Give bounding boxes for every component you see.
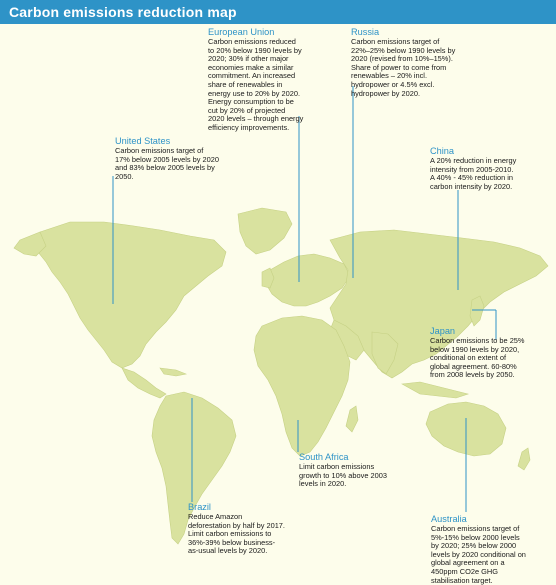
region-eu-line: 2020 levels – through energy: [208, 114, 304, 124]
region-china-line: intensity from 2005-2010.: [430, 164, 514, 174]
region-south-africa: [299, 452, 409, 489]
region-japan-line: global agreement. 60-80%: [430, 361, 517, 371]
region-brazil-line: deforestation by half by 2017.: [188, 520, 285, 530]
japan-landmass: [470, 296, 484, 326]
region-china-name: China: [430, 146, 455, 156]
region-russia-line: 2020 (revised from 10%–15%).: [351, 54, 453, 64]
region-japan: [430, 326, 552, 380]
region-china-line: A 40% - 45% reduction in: [430, 173, 513, 183]
region-russia-line: Carbon emissions target of: [351, 37, 440, 46]
region-china-line: carbon intensity by 2020.: [430, 181, 513, 191]
region-australia-line: 450ppm CO2e GHG: [431, 566, 498, 576]
indonesia-islands: [402, 382, 468, 398]
region-russia-name: Russia: [351, 27, 380, 37]
region-eu-line: energy use to 20% by 2020.: [208, 88, 301, 98]
region-brazil-name: Brazil: [188, 502, 211, 512]
region-eu-line: economies make a similar: [208, 62, 294, 72]
region-japan-line: conditional on extent of: [430, 353, 507, 363]
region-us: [115, 136, 245, 181]
region-us-line: Carbon emissions target of: [115, 146, 204, 155]
region-eu-line: Energy consumption to be: [208, 97, 294, 107]
region-brazil-line: Limit carbon emissions to: [188, 529, 272, 539]
region-russia-line: 22%–25% below 1990 levels by: [351, 45, 456, 55]
new-zealand-landmass: [518, 448, 530, 470]
region-china: [430, 146, 550, 191]
africa-landmass: [254, 316, 350, 456]
region-eu-line: share of renewables in: [208, 79, 283, 89]
region-brazil: [188, 502, 308, 556]
region-us-line: 17% below 2005 levels by 2020: [115, 154, 219, 164]
region-south-africa-line: Limit carbon emissions: [299, 462, 375, 471]
region-eu-line: 2020; 30% if other major: [208, 54, 289, 64]
region-australia-line: global agreement on a: [431, 558, 505, 568]
region-japan-line: below 1990 levels by 2020,: [430, 344, 520, 354]
region-japan-name: Japan: [430, 326, 456, 336]
region-australia-line: by 2020; 25% below 2000: [431, 541, 517, 551]
region-south-africa-line: growth to 10% above 2003: [299, 470, 387, 480]
region-brazil-line: Reduce Amazon: [188, 512, 243, 521]
region-eu: [208, 27, 328, 133]
region-australia-line: stabilisation target.: [431, 575, 493, 585]
region-us-line: and 83% below 2005 levels by: [115, 163, 215, 173]
region-australia-name: Australia: [431, 514, 467, 524]
region-eu-line: Carbon emissions reduced: [208, 37, 296, 46]
title-bar: [0, 0, 556, 24]
region-eu-name: European Union: [208, 27, 275, 37]
region-australia-line: 5%-15% below 2000 levels: [431, 532, 520, 542]
caribbean-islands: [160, 368, 186, 376]
region-us-name: United States: [115, 136, 171, 146]
region-russia-line: Share of power to come from: [351, 62, 447, 72]
region-australia-line: levels by 2020 conditional on: [431, 549, 526, 559]
region-australia: [431, 514, 553, 585]
central-america-landmass: [122, 368, 166, 398]
region-japan-line: from 2008 levels by 2050.: [430, 370, 515, 380]
region-brazil-line: 36%-39% below business-: [188, 537, 276, 547]
region-japan-line: Carbon emissions to be 25%: [430, 336, 525, 345]
greenland-landmass: [238, 208, 292, 254]
north-america-landmass: [34, 222, 226, 368]
region-south-africa-line: levels in 2020.: [299, 479, 347, 489]
region-eu-line: to 20% below 1990 levels by: [208, 45, 302, 55]
region-eu-line: cut by 20% of projected: [208, 105, 286, 115]
region-south-africa-name: South Africa: [299, 452, 349, 462]
region-russia: [351, 27, 476, 98]
region-eu-line: commitment. An increased: [208, 71, 296, 81]
page-title: Carbon emissions reduction map: [9, 4, 237, 20]
region-china-line: A 20% reduction in energy: [430, 156, 517, 165]
region-brazil-line: as-usual levels by 2020.: [188, 546, 268, 556]
region-australia-line: Carbon emissions target of: [431, 524, 520, 533]
region-russia-line: hydropower or 4.5% excl.: [351, 79, 435, 89]
region-russia-line: hydropower by 2020.: [351, 88, 421, 98]
region-eu-line: efficiency improvements.: [208, 122, 290, 132]
region-us-line: 2050.: [115, 171, 134, 181]
madagascar-landmass: [346, 406, 358, 432]
region-russia-line: renewables – 20% incl.: [351, 71, 428, 81]
